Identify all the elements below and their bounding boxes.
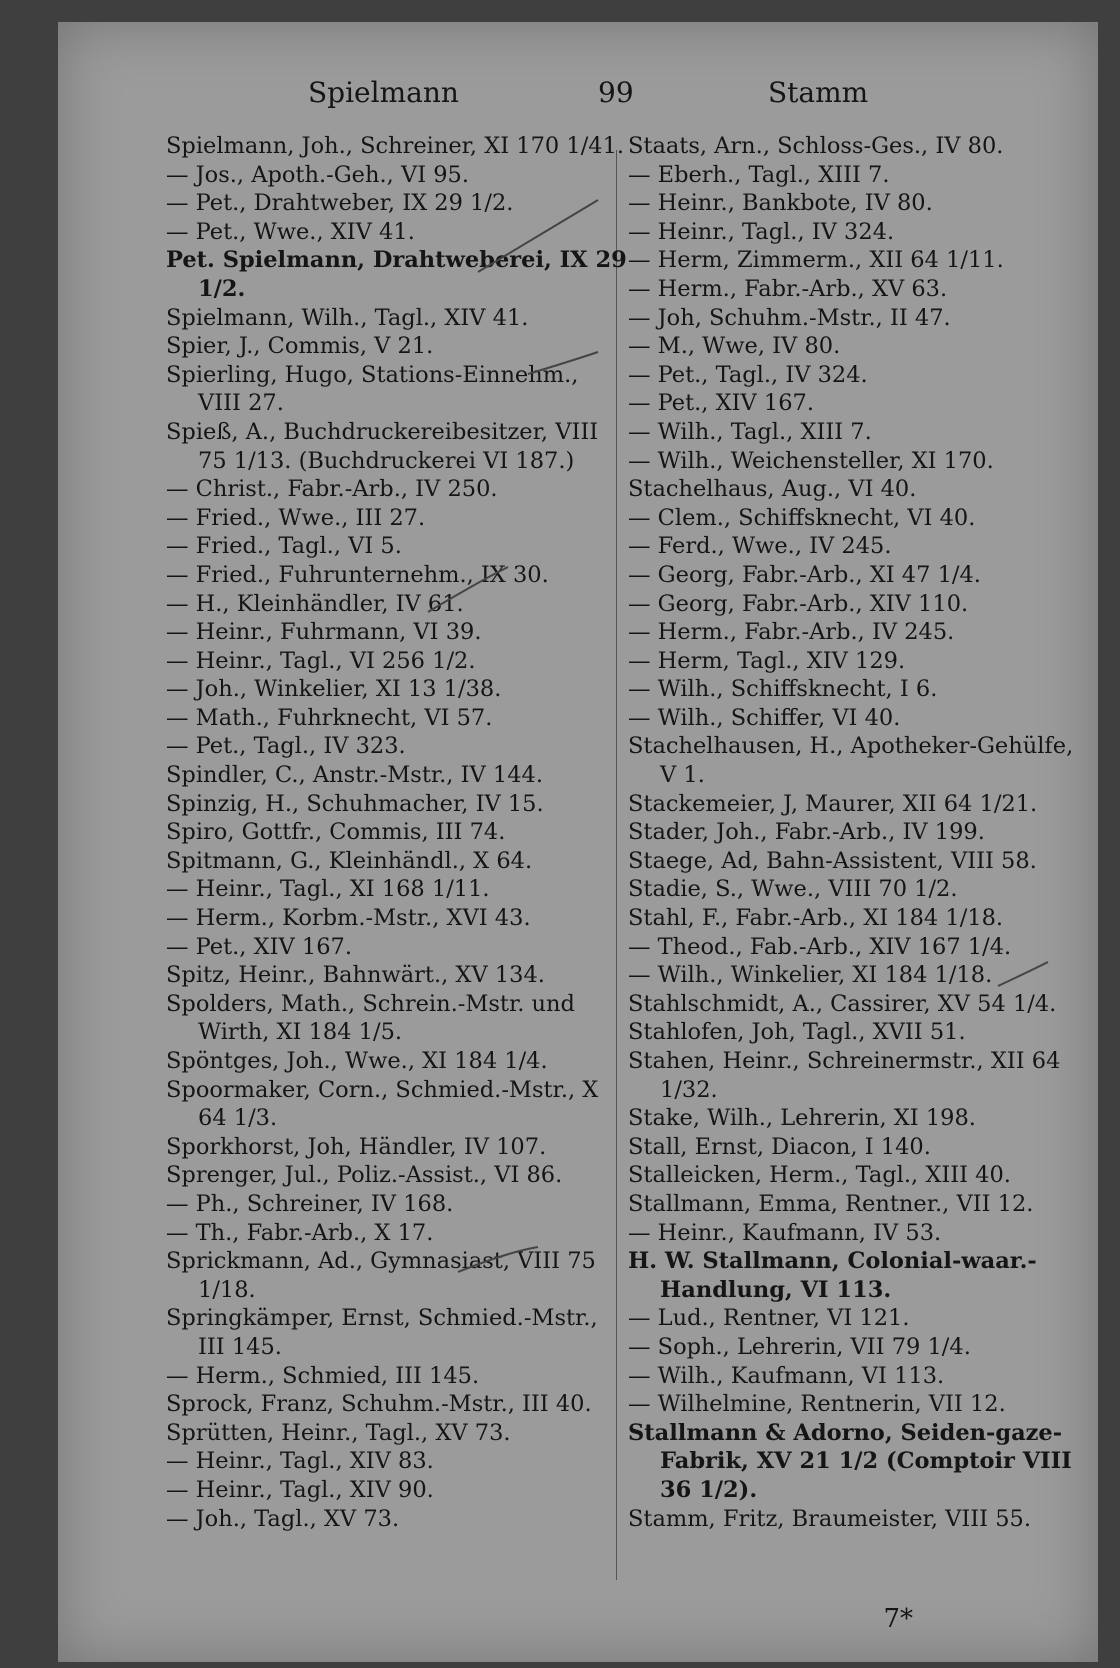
right-column-entry: — Theod., Fab.-Arb., XIV 167 1/4. <box>628 933 1012 960</box>
left-column-entry: Spitz, Heinr., Bahnwärt., XV 134. <box>166 962 545 989</box>
right-column-entry: Stamm, Fritz, Braumeister, VIII 55. <box>628 1505 1031 1532</box>
page-header <box>58 76 1098 116</box>
left-column-entry: — H., Kleinhändler, IV 61. <box>166 590 464 617</box>
right-column-entry: Stadie, S., Wwe., VIII 70 1/2. <box>628 876 958 903</box>
right-column-entry: Stallmann & Adorno, Seiden-gaze-Fabrik, XV 21 1/2 (Comptoir VIII 36 1/2). <box>628 1419 1072 1503</box>
left-column-entry: Spöntges, Joh., Wwe., XI 184 1/4. <box>166 1048 548 1074</box>
right-column-entry: — Heinr., Kaufmann, IV 53. <box>628 1219 942 1246</box>
left-column-entry: Sprenger, Jul., Poliz.-Assist., VI 86. <box>166 1162 563 1189</box>
right-column-entry: Stackemeier, J, Maurer, XII 64 1/21. <box>628 790 1038 817</box>
left-column-entry: — Heinr., Tagl., XIV 90. <box>166 1476 434 1503</box>
left-column-entry: — Pet., Wwe., XIV 41. <box>166 218 415 245</box>
right-column-entry: Stachelhaus, Aug., VI 40. <box>628 476 917 503</box>
left-column-entry: — Joh., Tagl., XV 73. <box>166 1505 400 1532</box>
left-column-entry: — Th., Fabr.-Arb., X 17. <box>166 1219 434 1246</box>
left-column <box>166 132 628 1533</box>
right-column-entry: — Georg, Fabr.-Arb., XI 47 1/4. <box>628 561 981 588</box>
left-column-entry: — Herm., Schmied, III 145. <box>166 1362 480 1389</box>
right-column-entry: — Wilh., Tagl., XIII 7. <box>628 418 872 445</box>
right-column-entry: — Herm, Zimmerm., XII 64 1/11. <box>628 247 1004 274</box>
left-column-entry: — Fried., Wwe., III 27. <box>166 504 426 531</box>
right-column-entry: — Herm., Fabr.-Arb., IV 245. <box>628 619 955 646</box>
header-first-name: Spielmann <box>308 76 459 109</box>
right-column-entry: Staege, Ad, Bahn-Assistent, VIII 58. <box>628 847 1037 874</box>
left-column-entry: Spindler, C., Anstr.-Mstr., IV 144. <box>166 762 543 789</box>
left-column-entry: Spiro, Gottfr., Commis, III 74. <box>166 819 506 846</box>
right-column-entry: — Wilhelmine, Rentnerin, VII 12. <box>628 1391 1006 1418</box>
right-column-entry: — Wilh., Kaufmann, VI 113. <box>628 1362 945 1389</box>
left-column-entry: — Pet., Drahtweber, IX 29 1/2. <box>166 190 514 217</box>
right-column-entry: Stachelhausen, H., Apotheker-Gehülfe, V 1. <box>628 733 1074 789</box>
right-column-entry: Stader, Joh., Fabr.-Arb., IV 199. <box>628 819 985 846</box>
right-column-entry: — Joh, Schuhm.-Mstr., II 47. <box>628 304 951 331</box>
header-last-name: Stamm <box>768 76 869 109</box>
right-column-entry: — Wilh., Schiffsknecht, I 6. <box>628 676 938 703</box>
right-column-entry: — Herm, Tagl., XIV 129. <box>628 647 906 674</box>
right-column-entry: — Soph., Lehrerin, VII 79 1/4. <box>628 1333 971 1360</box>
left-column-entry: — Fried., Tagl., VI 5. <box>166 533 402 560</box>
right-column-entry: — Pet., Tagl., IV 324. <box>628 361 868 388</box>
left-column-entry: — Pet., Tagl., IV 323. <box>166 733 406 760</box>
right-column-entry: — Wilh., Winkelier, XI 184 1/18. <box>628 962 993 989</box>
left-column-entry: Sprütten, Heinr., Tagl., XV 73. <box>166 1419 511 1446</box>
left-column-entry: — Ph., Schreiner, IV 168. <box>166 1190 454 1217</box>
left-column-entry: — Jos., Apoth.-Geh., VI 95. <box>166 161 470 188</box>
left-column-entry: — Christ., Fabr.-Arb., IV 250. <box>166 476 498 503</box>
left-column-entry: Spinzig, H., Schuhmacher, IV 15. <box>166 790 544 817</box>
left-column-entry: Sprickmann, Ad., Gymnasiast, VIII 75 1/18. <box>166 1248 596 1303</box>
right-column-entry: — Herm., Fabr.-Arb., XV 63. <box>628 275 948 302</box>
right-column-entry: Stallmann, Emma, Rentner., VII 12. <box>628 1190 1034 1217</box>
left-column-entry: — Heinr., Tagl., XI 168 1/11. <box>166 876 490 903</box>
right-column-entry: — Ferd., Wwe., IV 245. <box>628 533 892 560</box>
left-column-entry: Spolders, Math., Schrein.-Mstr. und Wirth, XI 184 1/5. <box>166 990 575 1046</box>
directory-page <box>58 22 1098 1662</box>
right-column-entry: — Eberh., Tagl., XIII 7. <box>628 161 890 188</box>
right-column-entry: — Wilh., Weichensteller, XI 170. <box>628 447 994 474</box>
left-column-entry: Sporkhorst, Joh, Händler, IV 107. <box>166 1133 547 1160</box>
left-column-entry: — Herm., Korbm.-Mstr., XVI 43. <box>166 905 531 932</box>
left-column-entry: Pet. Spielmann, Drahtweberei, IX 29 1/2. <box>166 247 627 302</box>
left-column-entry: — Heinr., Fuhrmann, VI 39. <box>166 619 482 646</box>
left-column-entry: — Heinr., Tagl., XIV 83. <box>166 1448 434 1475</box>
right-column-entry: Stahl, F., Fabr.-Arb., XI 184 1/18. <box>628 905 1004 932</box>
right-column-entry: H. W. Stallmann, Colonial-waar.-Handlung, VI 113. <box>628 1248 1037 1303</box>
right-column-entry: Stahen, Heinr., Schreinermstr., XII 64 1/32. <box>628 1048 1061 1103</box>
right-column-entry: — Heinr., Tagl., IV 324. <box>628 218 895 245</box>
right-column-entry: — Clem., Schiffsknecht, VI 40. <box>628 504 976 531</box>
right-column-entry: — Lud., Rentner, VI 121. <box>628 1305 910 1332</box>
left-column-entry: Spitmann, G., Kleinhändl., X 64. <box>166 847 533 874</box>
right-column-entry: Stahlschmidt, A., Cassirer, XV 54 1/4. <box>628 990 1057 1017</box>
left-column-entry: Spielmann, Wilh., Tagl., XIV 41. <box>166 304 529 331</box>
right-column-entry: Staats, Arn., Schloss-Ges., IV 80. <box>628 133 1004 159</box>
left-column-entry: Spielmann, Joh., Schreiner, XI 170 1/41. <box>166 133 625 159</box>
left-column-entry: — Joh., Winkelier, XI 13 1/38. <box>166 676 502 703</box>
page-number: 99 <box>598 76 634 109</box>
right-column-entry: Stahlofen, Joh, Tagl., XVII 51. <box>628 1019 966 1046</box>
right-column-entry: Stall, Ernst, Diacon, I 140. <box>628 1133 931 1160</box>
left-column-entry: Spoormaker, Corn., Schmied.-Mstr., X 64 1/3. <box>166 1076 599 1132</box>
right-column-entry: — Heinr., Bankbote, IV 80. <box>628 190 933 217</box>
left-column-entry: Springkämper, Ernst, Schmied.-Mstr., III 145. <box>166 1305 598 1360</box>
right-column-entry: — M., Wwe, IV 80. <box>628 333 841 360</box>
right-column-entry: — Wilh., Schiffer, VI 40. <box>628 704 901 731</box>
signature-mark: 7* <box>883 1604 913 1634</box>
left-column-entry: Spierling, Hugo, Stations-Einnehm., VIII 27. <box>166 361 579 417</box>
right-column <box>628 132 1090 1533</box>
left-column-entry: — Heinr., Tagl., VI 256 1/2. <box>166 647 476 674</box>
left-column-entry: Sprock, Franz, Schuhm.-Mstr., III 40. <box>166 1391 592 1418</box>
right-column-entry: — Georg, Fabr.-Arb., XIV 110. <box>628 590 969 617</box>
left-column-entry: Spieß, A., Buchdruckereibesitzer, VIII 75 1/13. (Buchdruckerei VI 187.) <box>166 418 599 474</box>
right-column-entry: Stalleicken, Herm., Tagl., XIII 40. <box>628 1162 1011 1189</box>
left-column-entry: — Fried., Fuhrunternehm., IX 30. <box>166 561 549 588</box>
left-column-entry: — Pet., XIV 167. <box>166 933 352 960</box>
right-column-entry: Stake, Wilh., Lehrerin, XI 198. <box>628 1105 976 1132</box>
left-column-entry: — Math., Fuhrknecht, VI 57. <box>166 704 493 731</box>
right-column-entry: — Pet., XIV 167. <box>628 390 814 417</box>
left-column-entry: Spier, J., Commis, V 21. <box>166 333 434 360</box>
